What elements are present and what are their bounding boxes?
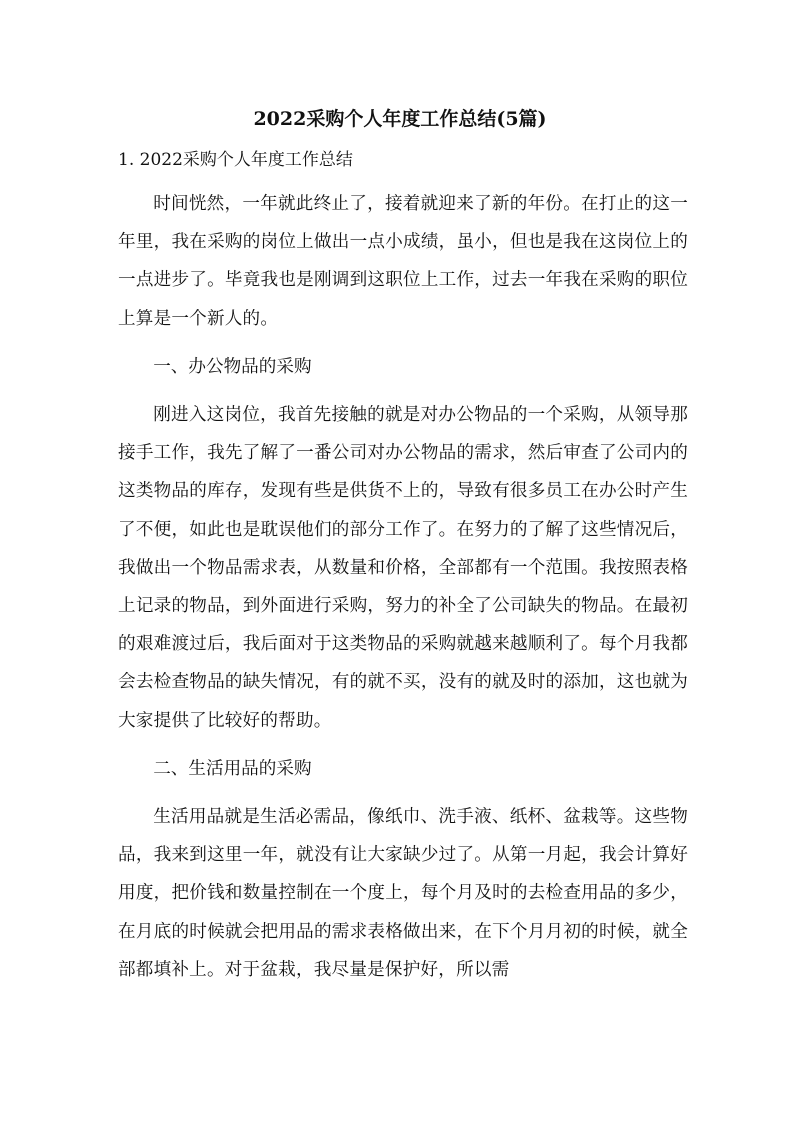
paragraph-intro: 时间恍然，一年就此终止了，接着就迎来了新的年份。在打止的这一年里，我在采购的岗位上做出一点小成绩，虽小，但也是我在这岗位上的一点进步了。毕竟我也是刚调到这职位上工作，过去一年我在采购的职位上算是一个新人的。 [118, 194, 688, 329]
document-title: 2022采购个人年度工作总结(5篇) [253, 108, 547, 130]
paragraph-daily-supplies: 生活用品就是生活必需品，像纸巾、洗手液、纸杯、盆栽等。这些物品，我来到这里一年，就没有让大家缺少过了。从第一月起，我会计算好用度，把价钱和数量控制在一个度上，每个月及时的去检查用品的多少，在月底的时候就会把用品的需求表格做出来，在下个月月初的时候，就全部都填补上。对于盆栽，我尽量是保护好，所以需 [118, 807, 688, 980]
section-title: 1. 2022采购个人年度工作总结 [118, 150, 353, 170]
heading-daily-supplies: 二、生活用品的采购 [153, 758, 312, 779]
heading-office-supplies: 一、办公物品的采购 [153, 356, 312, 377]
document-body [118, 185, 688, 989]
paragraph-office-supplies: 刚进入这岗位，我首先接触的就是对办公物品的一个采购，从领导那接手工作，我先了解了一番公司对办公物品的需求，然后审查了公司内的这类物品的库存，发现有些是供货不上的，导致有很多员工在办公时产生了不便，如此也是耽误他们的部分工作了。在努力的了解了这些情况后，我做出一个物品需求表，从数量和价格，全部都有一个范围。我按照表格上记录的物品，到外面进行采购，努力的补全了公司缺失的物品。在最初的艰难渡过后，我后面对于这类物品的采购就越来越顺利了。每个月我都会去检查物品的缺失情况，有的就不买，没有的就及时的添加，这也就为大家提供了比较好的帮助。 [118, 405, 688, 731]
